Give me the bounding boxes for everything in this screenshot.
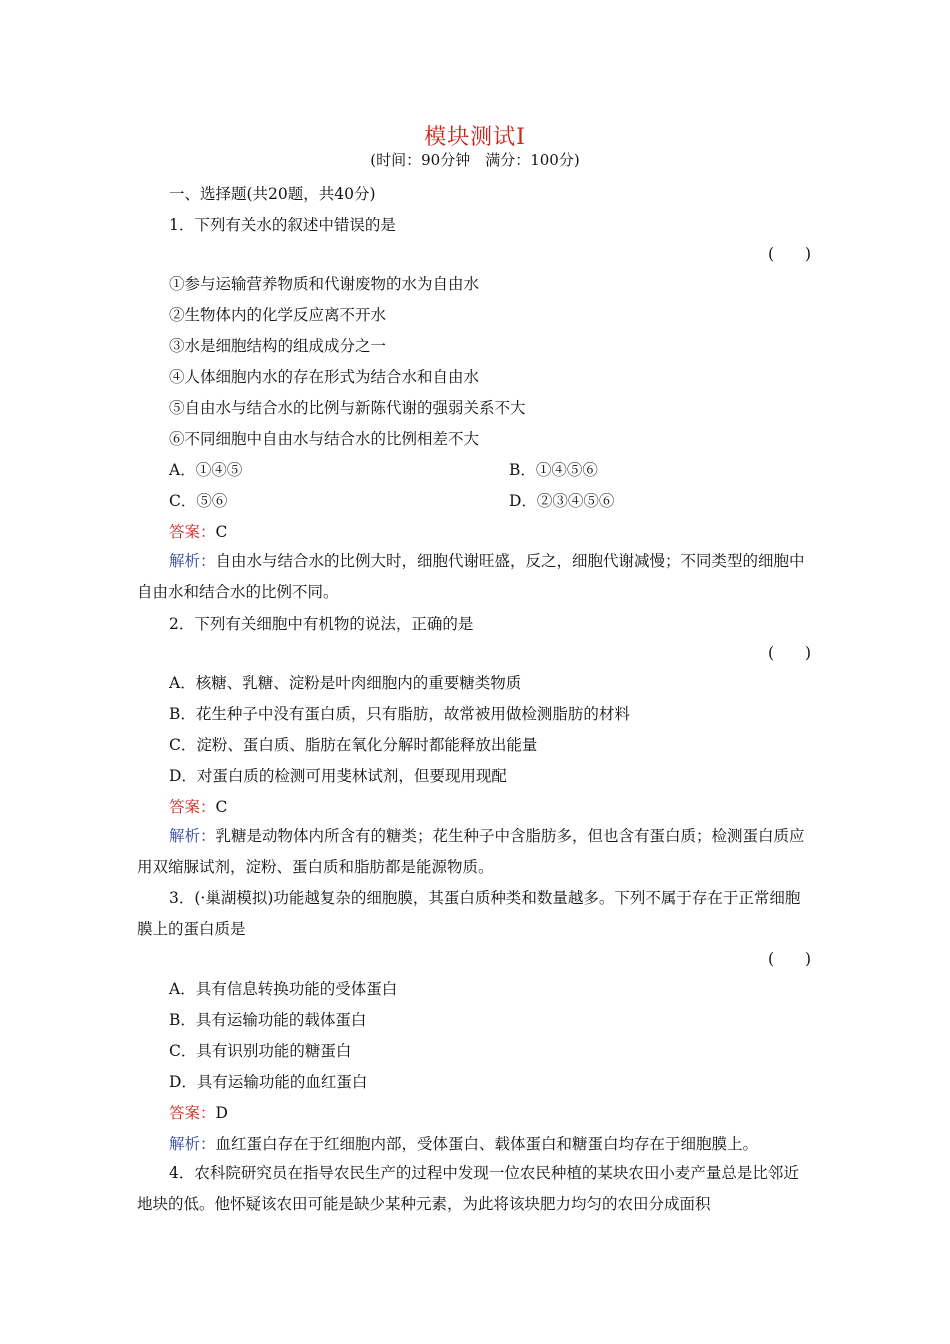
- q1-answer-value: C: [215, 523, 228, 541]
- question-1-stem: 1．下列有关水的叙述中错误的是: [169, 216, 396, 234]
- q1-item-6: ⑥不同细胞中自由水与结合水的比例相差不大: [169, 430, 480, 448]
- q2-option-c: C．淀粉、蛋白质、脂肪在氧化分解时都能释放出能量: [169, 736, 538, 754]
- q1-item-3: ③水是细胞结构的组成成分之一: [169, 337, 387, 355]
- q1-option-b: B．①④⑤⑥: [509, 461, 598, 479]
- q2-option-d: D．对蛋白质的检测可用斐林试剂，但要现用现配: [169, 767, 507, 785]
- answer-blank-3: ( ): [768, 950, 812, 968]
- q2-option-b: B．花生种子中没有蛋白质，只有脂肪，故常被用做检测脂肪的材料: [169, 705, 630, 723]
- explain-label: 解析：: [169, 552, 216, 570]
- q1-explanation-text: 自由水与结合水的比例大时，细胞代谢旺盛，反之，细胞代谢减慢；不同类型的细胞中自由水和结合水的比例不同。: [137, 552, 805, 601]
- q3-option-a: A．具有信息转换功能的受体蛋白: [169, 980, 398, 998]
- page-title: 模块测试Ⅰ: [424, 125, 526, 150]
- page-subtitle: (时间：90分钟 满分：100分): [370, 151, 580, 169]
- q1-answer: [169, 522, 227, 542]
- explain-label: 解析：: [169, 1135, 216, 1153]
- q2-option-a: A．核糖、乳糖、淀粉是叶肉细胞内的重要糖类物质: [169, 674, 522, 692]
- question-2-stem: 2．下列有关细胞中有机物的说法，正确的是: [169, 615, 474, 633]
- question-3-stem: [137, 883, 813, 945]
- q3-answer: [169, 1103, 228, 1123]
- q1-option-d: D．②③④⑤⑥: [509, 492, 615, 510]
- q1-item-4: ④人体细胞内水的存在形式为结合水和自由水: [169, 368, 480, 386]
- q1-explanation: [137, 546, 813, 608]
- q3-explanation-text: 血红蛋白存在于红细胞内部，受体蛋白、载体蛋白和糖蛋白均存在于细胞膜上。: [215, 1135, 759, 1153]
- q2-explanation-text: 乳糖是动物体内所含有的糖类；花生种子中含脂肪多，但也含有蛋白质；检测蛋白质应用双缩脲试剂，淀粉、蛋白质和脂肪都是能源物质。: [137, 827, 805, 876]
- section-heading: 一、选择题(共20题，共40分): [169, 185, 376, 203]
- q3-option-d: D．具有运输功能的血红蛋白: [169, 1073, 368, 1091]
- answer-label: 答案：: [169, 1104, 216, 1122]
- q2-answer-value: C: [215, 798, 228, 816]
- answer-label: 答案：: [169, 798, 216, 816]
- q2-answer: [169, 797, 227, 817]
- q1-option-a: A．①④⑤: [169, 461, 243, 479]
- q1-item-5: ⑤自由水与结合水的比例与新陈代谢的强弱关系不大: [169, 399, 526, 417]
- q3-stem-text: 3．(·巢湖模拟)功能越复杂的细胞膜，其蛋白质种类和数量越多。下列不属于存在于正常细胞膜上的蛋白质是: [137, 889, 801, 938]
- q4-stem-text: 4．农科院研究员在指导农民生产的过程中发现一位农民种植的某块农田小麦产量总是比邻近地块的低。他怀疑该农田可能是缺少某种元素，为此将该块肥力均匀的农田分成面积: [137, 1164, 799, 1213]
- q3-answer-value: D: [215, 1104, 228, 1122]
- answer-blank-1: ( ): [768, 245, 812, 263]
- q1-item-1: ①参与运输营养物质和代谢废物的水为自由水: [169, 275, 480, 293]
- answer-label: 答案：: [169, 523, 216, 541]
- q3-option-c: C．具有识别功能的糖蛋白: [169, 1042, 352, 1060]
- explain-label: 解析：: [169, 827, 216, 845]
- q2-explanation: [137, 821, 813, 883]
- q1-item-2: ②生物体内的化学反应离不开水: [169, 306, 387, 324]
- answer-blank-2: ( ): [768, 644, 812, 662]
- q1-option-c: C．⑤⑥: [169, 492, 228, 510]
- q3-explanation: [169, 1134, 758, 1154]
- q3-option-b: B．具有运输功能的载体蛋白: [169, 1011, 367, 1029]
- question-4-stem: [137, 1158, 813, 1220]
